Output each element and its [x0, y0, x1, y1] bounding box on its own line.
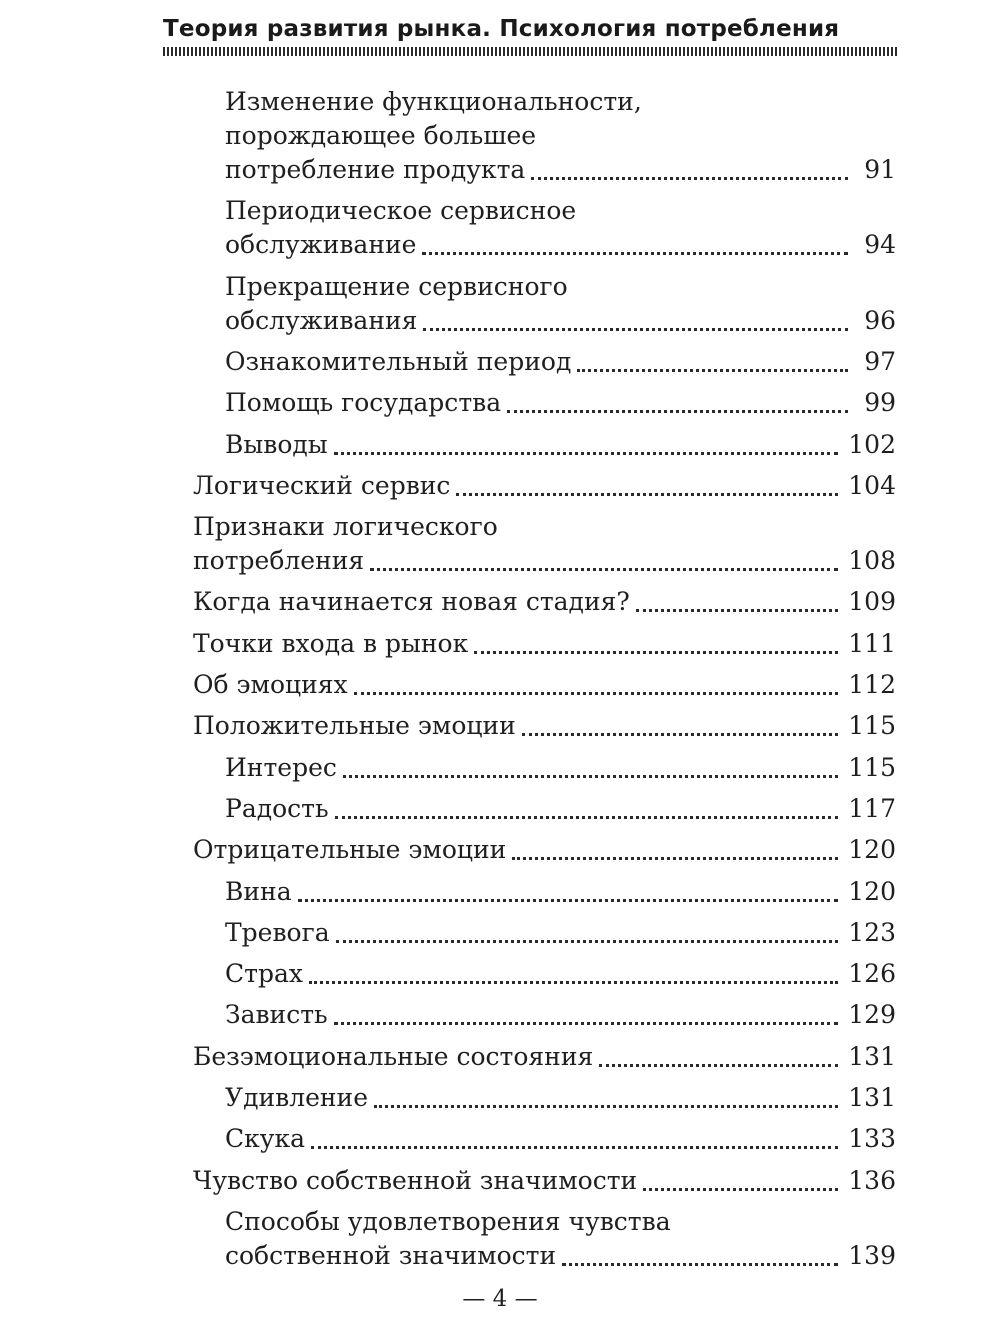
dot-leader: [636, 609, 838, 612]
toc-entry: [225, 345, 896, 379]
toc-entry-title: Удивление: [225, 1083, 368, 1112]
dot-leader: [577, 369, 848, 372]
toc-page-number: 131: [848, 1041, 896, 1071]
toc-entry-last-line: [225, 304, 896, 338]
toc-entry: [225, 1081, 896, 1115]
running-header-title: Теория развития рынка. Психология потребления: [163, 16, 840, 42]
dot-leader: [531, 177, 848, 180]
toc-page-number: 112: [848, 670, 896, 699]
toc-entry: [225, 1205, 896, 1273]
toc-entry-title: собственной значимости: [225, 1240, 557, 1270]
toc-entry: [193, 510, 896, 578]
toc-entry-last-line: [193, 668, 896, 702]
toc-page-number: 102: [848, 429, 896, 459]
toc-entry-last-line: [225, 751, 896, 785]
toc-entry-last-line: [193, 544, 896, 578]
toc-page-number: 136: [848, 1165, 896, 1195]
toc-entry-title: Положительные эмоции: [193, 711, 516, 741]
toc-entry-title: Точки входа в рынок: [193, 628, 469, 658]
dot-leader: [298, 899, 839, 902]
toc-entry-title: Скука: [225, 1124, 305, 1154]
toc-entry-last-line: [225, 228, 896, 262]
toc-entry: [225, 194, 896, 262]
toc-page-number: 99: [864, 388, 896, 418]
dot-leader: [354, 692, 839, 695]
toc-entry-last-line: [193, 833, 896, 867]
toc-page-number: 108: [848, 546, 896, 576]
toc-page-number: 139: [848, 1240, 896, 1270]
toc-entry-title-line: Признаки логического: [193, 512, 498, 542]
toc-entry-title: Логический сервис: [193, 470, 451, 500]
toc-page-number: 94: [864, 230, 896, 260]
page-number: — 4 —: [462, 1286, 538, 1312]
toc-entry: [225, 270, 896, 338]
toc-entry-last-line: [193, 1040, 896, 1074]
toc-entry: [193, 1040, 896, 1074]
toc-page-number: 123: [848, 917, 896, 947]
toc-entry-title: Тревога: [225, 917, 330, 947]
toc-entry-title: Чувство собственной значимости: [193, 1165, 638, 1195]
dot-leader: [562, 1263, 838, 1266]
toc-entry-title: Страх: [225, 959, 303, 989]
toc-page-number: 120: [848, 835, 896, 865]
toc-entry-title: Отрицательные эмоции: [193, 835, 507, 865]
toc-entry: [225, 1122, 896, 1156]
toc-entry-last-line: [225, 1122, 896, 1156]
dot-leader: [522, 733, 839, 736]
toc-entry-last-line: [193, 469, 896, 503]
toc-entry-last-line: [193, 627, 896, 661]
toc-entry-last-line: [193, 1164, 896, 1198]
toc-entry-title: Интерес: [225, 752, 337, 782]
dot-leader: [456, 493, 838, 496]
toc-entry-title: Помощь государства: [225, 388, 502, 418]
toc-entry-last-line: [225, 998, 896, 1032]
toc-entry-title-line: Прекращение сервисного: [225, 271, 568, 301]
dot-leader: [334, 452, 839, 455]
toc-entry-title: Безэмоциональные состояния: [193, 1041, 594, 1071]
toc-page-number: 131: [848, 1083, 896, 1112]
toc-entry-title-line: Способы удовлетворения чувства: [225, 1206, 671, 1236]
toc-page-number: 133: [848, 1124, 896, 1154]
toc-entry: [225, 998, 896, 1032]
toc-entry: [193, 833, 896, 867]
toc-page-number: 96: [864, 305, 896, 335]
toc-entry: [225, 916, 896, 950]
toc-entry-title: потребление продукта: [225, 155, 526, 184]
toc-entry-last-line: [225, 1081, 896, 1115]
toc-entry: [225, 792, 896, 826]
toc-entry-last-line: [225, 957, 896, 991]
toc-entry-last-line: [225, 428, 896, 462]
toc-entry-title: Радость: [225, 793, 329, 823]
toc-page-number: 129: [848, 1000, 896, 1030]
toc-entry: [225, 751, 896, 785]
toc-entry: [225, 957, 896, 991]
dot-leader: [643, 1188, 838, 1191]
toc-entry-title: потребления: [193, 546, 365, 576]
dot-leader: [336, 940, 839, 943]
toc-entry-title: Выводы: [225, 429, 328, 459]
toc-entry-title: Ознакомительный период: [225, 346, 572, 376]
toc-entry: [225, 875, 896, 909]
toc-page-number: 111: [848, 628, 896, 658]
toc-entry-last-line: [225, 1239, 896, 1273]
dot-leader: [507, 410, 848, 413]
dot-leader: [374, 1105, 838, 1108]
dot-leader: [423, 328, 848, 331]
toc-entry-last-line: [225, 386, 896, 420]
dot-leader: [311, 1146, 838, 1149]
toc-entry-title: обслуживание: [225, 230, 417, 260]
dot-leader: [334, 1022, 839, 1025]
dot-leader: [335, 816, 839, 819]
toc-entry: [225, 428, 896, 462]
toc-entry-title-line: порождающее большее: [225, 121, 537, 150]
toc-entry: [193, 709, 896, 743]
toc-page-number: 120: [848, 876, 896, 906]
dot-leader: [343, 775, 838, 778]
dot-leader: [474, 651, 838, 654]
toc-entry-title-line: Периодическое сервисное: [225, 196, 577, 226]
toc-page-number: 91: [864, 155, 896, 184]
toc-entry: [193, 585, 896, 619]
toc-entry-title: Когда начинается новая стадия?: [193, 587, 630, 617]
toc-entry-last-line: [193, 585, 896, 619]
toc-entry-title-line: Изменение функциональности,: [225, 87, 642, 116]
toc-entry: [193, 668, 896, 702]
toc-entry-title: обслуживания: [225, 305, 418, 335]
toc-page-number: 97: [864, 346, 896, 376]
toc-entry-last-line: [225, 916, 896, 950]
dot-leader: [512, 857, 838, 860]
toc-page-number: 115: [848, 711, 896, 741]
toc-page-number: 126: [848, 959, 896, 989]
dot-leader: [370, 568, 838, 571]
toc-page-number: 115: [848, 752, 896, 782]
toc-entry-title: Вина: [225, 876, 292, 906]
toc-entry: [193, 469, 896, 503]
toc-entry: [225, 85, 896, 187]
dot-leader: [599, 1064, 838, 1067]
toc-entry: [193, 1164, 896, 1198]
toc-page-number: 117: [848, 793, 896, 823]
toc-entry-title: Об эмоциях: [193, 670, 348, 699]
toc-entry-last-line: [225, 345, 896, 379]
toc-entry-title: Зависть: [225, 1000, 328, 1030]
dot-leader: [422, 252, 848, 255]
dot-leader: [309, 981, 838, 984]
toc-page-number: 104: [848, 470, 896, 500]
toc-entry: [193, 627, 896, 661]
toc-page-number: 109: [848, 587, 896, 617]
toc-entry-last-line: [193, 709, 896, 743]
toc-entry-last-line: [225, 153, 896, 187]
toc-entry-last-line: [225, 875, 896, 909]
toc-entry-last-line: [225, 792, 896, 826]
toc-entry: [225, 386, 896, 420]
